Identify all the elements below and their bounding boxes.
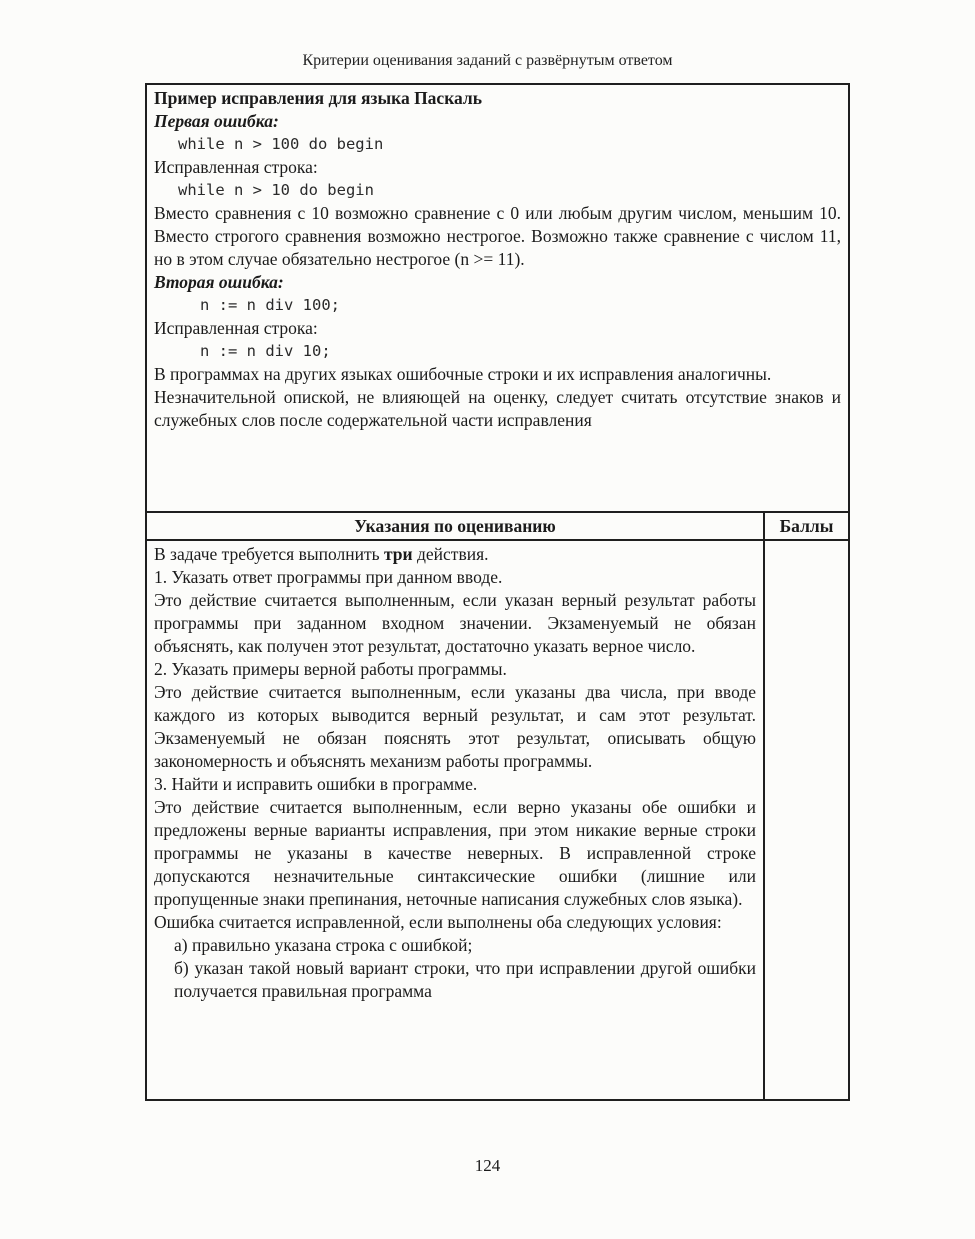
criteria-intro-prefix: В задаче требуется выполнить xyxy=(154,544,384,564)
criteria-intro-suffix: действия. xyxy=(412,544,489,564)
action-1-text: Это действие считается выполненным, если указан верный результат работы программы при заданном входном значении. Экзаменуемый не обязан объяснять, как получен этот результат, достаточно указать верное число. xyxy=(154,590,756,656)
criteria-header-row xyxy=(146,512,849,540)
criteria-table xyxy=(145,83,850,1101)
action-2-text: Это действие считается выполненным, если указаны два числа, при вводе каждого из которых выводится верный результат, и сам этот результат. Экзаменуемый не обязан пояснять этот результат, описывать общую закономерность и объяснять механизм работы программы. xyxy=(154,682,756,771)
first-error-fixed-code: while n > 10 do begin xyxy=(178,181,374,199)
criteria-header-instructions: Указания по оцениванию xyxy=(146,512,764,540)
criteria-points-cell xyxy=(764,540,849,1100)
action-3-title: 3. Найти и исправить ошибки в программе. xyxy=(154,774,478,794)
example-cell xyxy=(146,84,849,512)
page-number: 124 xyxy=(474,1156,501,1175)
criteria-intro xyxy=(154,543,756,566)
action-3-text: Это действие считается выполненным, если верно указаны обе ошибки и предложены верные варианты исправления, при этом никакие верные строки программы не указаны в качестве неверных. В исправленной строке допускаются незначительные синтаксические ошибки (лишние или пропущенные знаки препинания, неточные написания служебных слов языка). xyxy=(154,797,756,909)
condition-item-b: б) указан такой новый вариант строки, что при исправлении другой ошибки получается правильная программа xyxy=(174,958,756,1001)
second-error-label: Вторая ошибка: xyxy=(154,272,284,292)
criteria-intro-bold: три xyxy=(383,544,413,564)
example-title: Пример исправления для языка Паскаль xyxy=(154,88,482,108)
first-error-label: Первая ошибка: xyxy=(154,111,279,131)
action-2-title: 2. Указать примеры верной работы программы. xyxy=(154,659,507,679)
first-error-note: Вместо сравнения с 10 возможно сравнение с 0 или любым другим числом, меньшим 10. Вместо строгого сравнения возможно нестрогое. Возможно также сравнение с числом 11, но в этом случае обязательно нестрогое (n >= 11). xyxy=(154,203,841,269)
second-error-fixed-code: n := n div 10; xyxy=(200,342,331,360)
action-1-title: 1. Указать ответ программы при данном вводе. xyxy=(154,567,503,587)
conditions-intro: Ошибка считается исправленной, если выполнены оба следующих условия: xyxy=(154,912,722,932)
conditions-list xyxy=(154,934,756,1003)
condition-item-a: а) правильно указана строка с ошибкой; xyxy=(174,935,473,955)
first-error-wrong-code: while n > 100 do begin xyxy=(178,135,384,153)
running-header: Критерии оценивания заданий с развёрнутым ответом xyxy=(302,52,673,69)
criteria-header-points: Баллы xyxy=(764,512,849,540)
second-error-fixed-label: Исправленная строка: xyxy=(154,318,318,338)
criteria-body-row xyxy=(146,540,849,1100)
criteria-instructions-cell xyxy=(146,540,764,1100)
example-row xyxy=(146,84,849,512)
typo-note: Незначительной опиской, не влияющей на оценку, следует считать отсутствие знаков и служебных слов после содержательной части исправления xyxy=(154,387,841,430)
first-error-fixed-label: Исправленная строка: xyxy=(154,157,318,177)
other-languages-note: В программах на других языках ошибочные строки и их исправления аналогичны. xyxy=(154,364,772,384)
second-error-wrong-code: n := n div 100; xyxy=(200,296,340,314)
